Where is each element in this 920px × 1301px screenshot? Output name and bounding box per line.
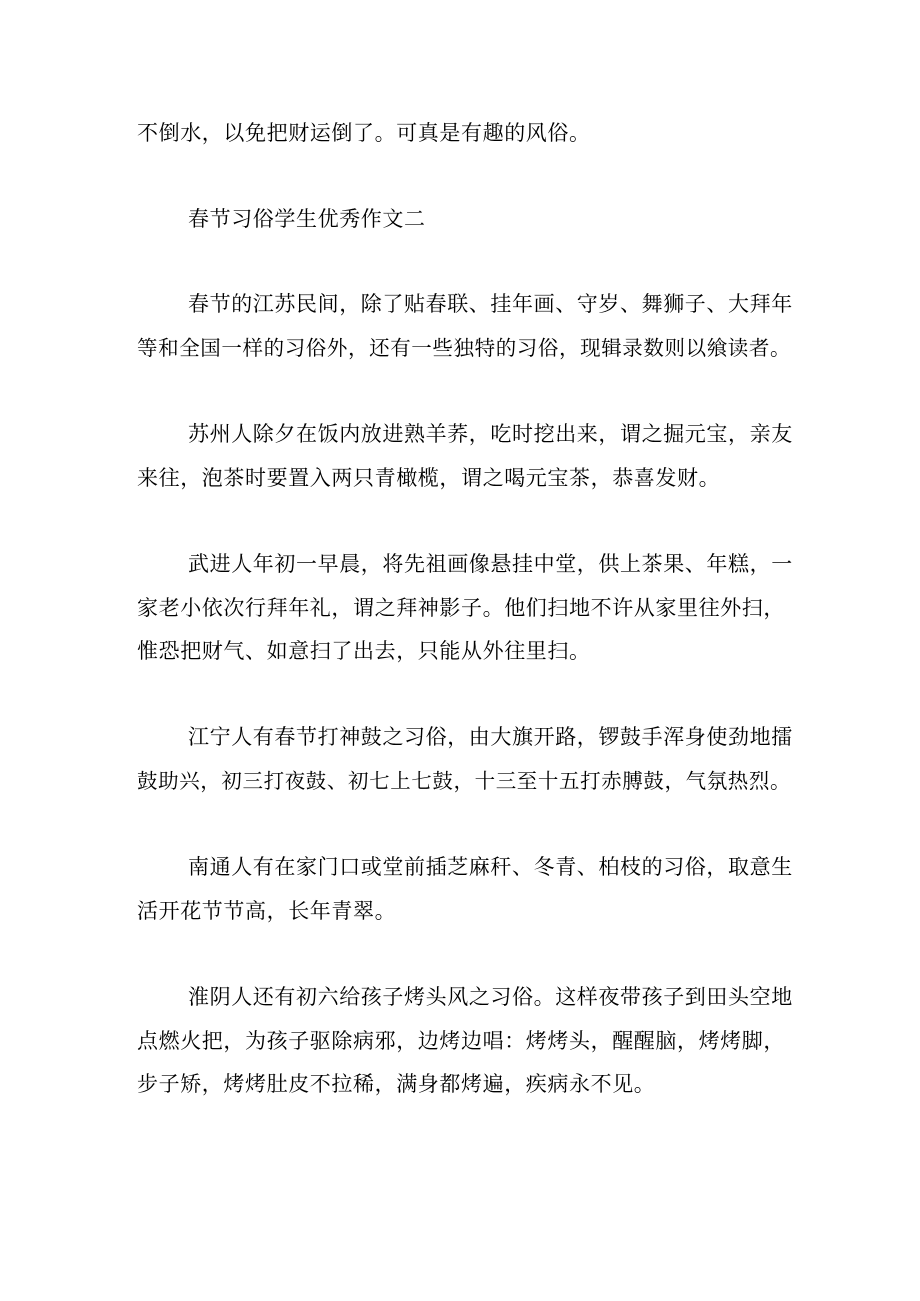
paragraph-line: 步子矫，烤烤肚皮不拉稀，满身都烤遍，疾病永不见。 bbox=[137, 1072, 656, 1096]
paragraph-line: 南通人有在家门口或堂前插芝麻秆、冬青、柏枝的习俗，取意生 bbox=[188, 855, 793, 879]
section-title: 春节习俗学生优秀作文二 bbox=[188, 207, 426, 231]
paragraph-line: 家老小依次行拜年礼，谓之拜神影子。他们扫地不许从家里往外扫， bbox=[137, 596, 785, 620]
paragraph-line: 江宁人有春节打神鼓之习俗，由大旗开路，锣鼓手浑身使劲地擂 bbox=[188, 725, 793, 749]
paragraph-line: 鼓助兴，初三打夜鼓、初七上七鼓，十三至十五打赤膊鼓，气氛热烈。 bbox=[137, 769, 792, 793]
paragraph-line: 等和全国一样的习俗外，还有一些独特的习俗，现辑录数则以飨读者。 bbox=[137, 336, 792, 360]
paragraph-line: 春节的江苏民间，除了贴春联、挂年画、守岁、舞狮子、大拜年 bbox=[188, 292, 793, 316]
continuation-text: 不倒水，以免把财运倒了。可真是有趣的风俗。 bbox=[137, 121, 591, 145]
paragraph-line: 点燃火把，为孩子驱除病邪，边烤边唱：烤烤头，醒醒脑，烤烤脚， bbox=[137, 1029, 785, 1053]
paragraph-line: 活开花节节高，长年青翠。 bbox=[137, 899, 397, 923]
paragraph-line: 武进人年初一早晨，将先祖画像悬挂中堂，供上茶果、年糕，一 bbox=[188, 552, 793, 576]
paragraph-line: 来往，泡茶时要置入两只青橄榄，谓之喝元宝茶，恭喜发财。 bbox=[137, 466, 721, 490]
paragraph-line: 惟恐把财气、如意扫了出去，只能从外往里扫。 bbox=[137, 639, 591, 663]
paragraph-line: 淮阴人还有初六给孩子烤头风之习俗。这样夜带孩子到田头空地 bbox=[188, 985, 793, 1009]
paragraph-line: 苏州人除夕在饭内放进熟羊荞，吃时挖出来，谓之掘元宝，亲友 bbox=[188, 422, 793, 446]
